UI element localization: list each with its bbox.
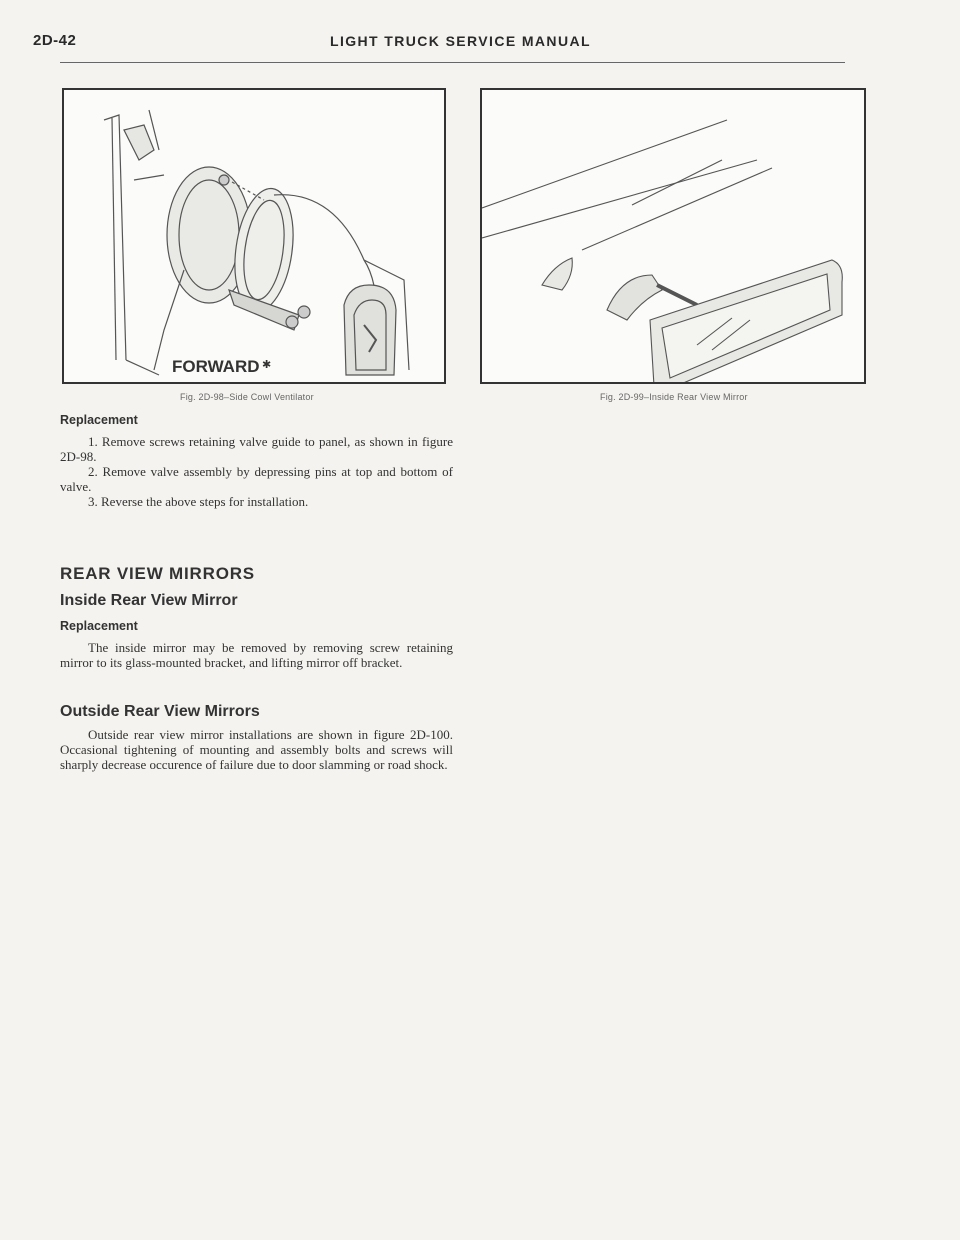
figure-caption-right: Fig. 2D-99–Inside Rear View Mirror (600, 392, 748, 402)
subsection-heading-inside-mirror: Inside Rear View Mirror (60, 592, 238, 609)
page-title: LIGHT TRUCK SERVICE MANUAL (330, 33, 591, 49)
inside-mirror-text: The inside mirror may be removed by removing screw retaining mirror to its glass-mounted bracket, and lifting mirror off bracket. (60, 640, 453, 670)
outside-mirrors-text: Outside rear view mirror installations are shown in figure 2D-100. Occasional tightening of mounting and assembly bolts and screws will sharply decrease occurence of failure due to door slamming or road shock. (60, 727, 453, 772)
inside-mirror-drawing (482, 90, 864, 382)
inside-mirror-replacement-heading: Replacement (60, 619, 138, 633)
step-1: 1. Remove screws retaining valve guide to panel, as shown in figure 2D-98. (60, 434, 453, 464)
step-3: 3. Reverse the above steps for installation. (88, 494, 309, 509)
figure-caption-left: Fig. 2D-98–Side Cowl Ventilator (180, 392, 314, 402)
cowl-ventilator-drawing (64, 90, 444, 382)
subsection-heading-outside-mirrors: Outside Rear View Mirrors (60, 703, 260, 720)
section-heading-rear-view-mirrors: REAR VIEW MIRRORS (60, 564, 255, 583)
figure-inside-rear-view-mirror (480, 88, 866, 384)
replacement-heading: Replacement (60, 413, 138, 427)
replacement-steps (60, 434, 453, 509)
forward-arrow-icon: ✱ (262, 358, 272, 371)
forward-label: FORWARD (172, 357, 260, 376)
page-number: 2D-42 (33, 32, 77, 49)
step-2: 2. Remove valve assembly by depressing pins at top and bottom of valve. (60, 464, 453, 494)
figure-side-cowl-ventilator (62, 88, 446, 384)
header-rule (60, 62, 845, 63)
